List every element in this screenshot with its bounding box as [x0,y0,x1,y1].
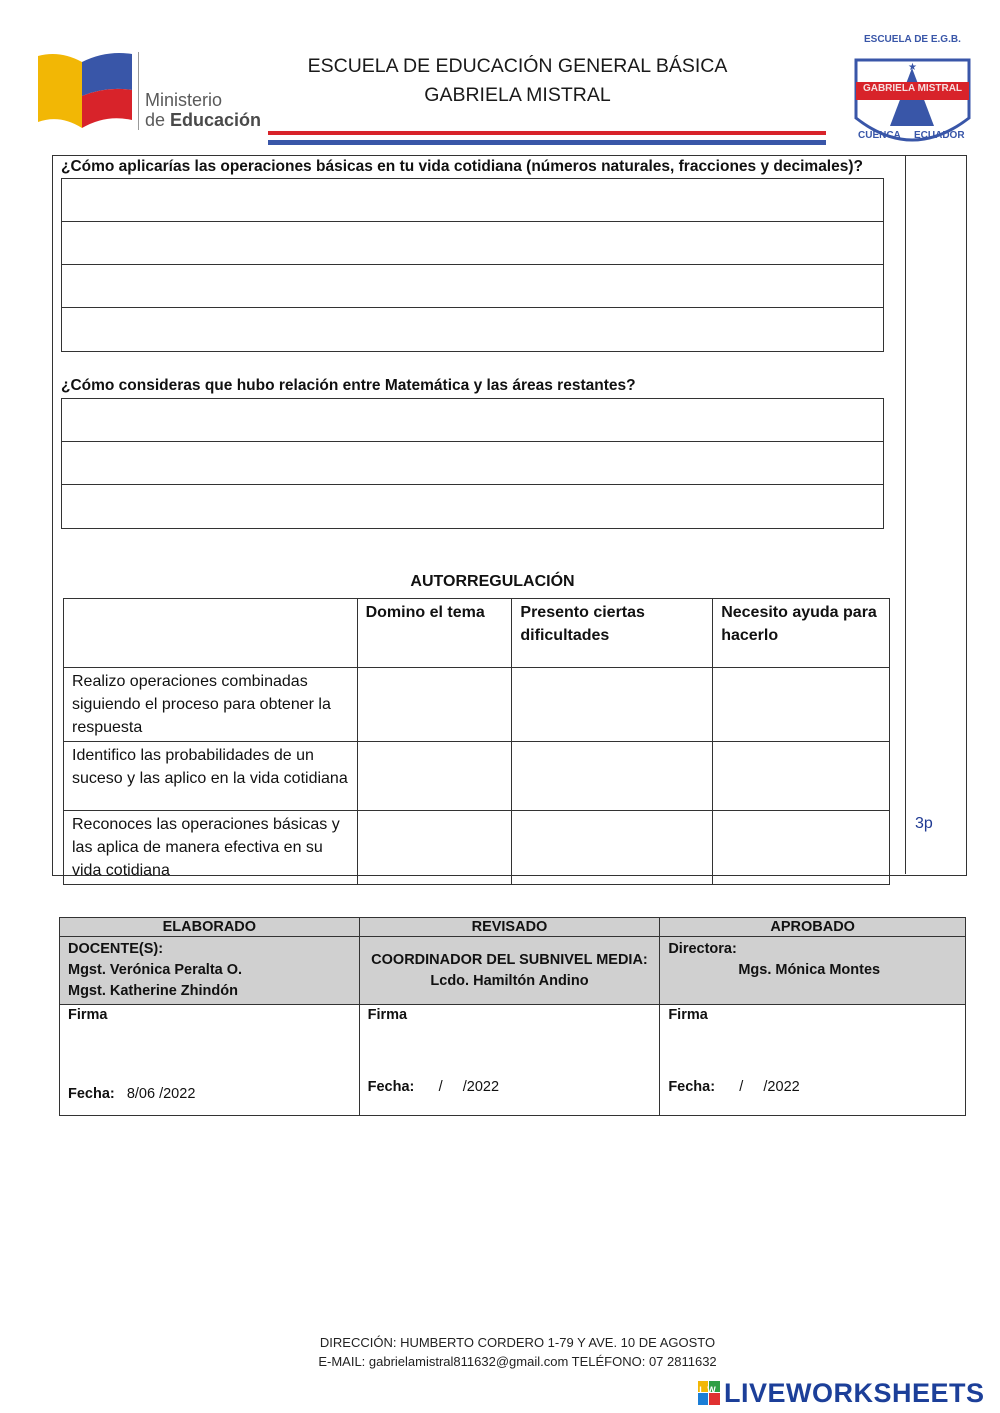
ministry-flag-icon [36,50,136,132]
firma-label: Firma [668,1007,708,1023]
seal-top-text: ESCUELA DE E.G.B. [864,34,961,45]
revisado-role: COORDINADOR DEL SUBNIVEL MEDIA: [371,951,648,968]
svg-text:★: ★ [908,62,917,73]
column-header: Necesito ayuda para hacerlo [713,599,890,668]
header-elaborado: ELABORADO [60,918,360,937]
footer-address: DIRECCIÓN: HUMBERTO CORDERO 1-79 Y AVE. 10 DE AGOSTO [319,1335,716,1350]
header-rule-blue [268,140,826,145]
score-column-divider [905,155,906,874]
column-header: Presento ciertas dificultades [512,599,713,668]
firma-cell-elaborado[interactable] [60,1005,360,1116]
table-row [64,811,890,885]
fecha-label: Fecha: [367,1079,415,1095]
fecha-label: Fecha: [68,1086,115,1102]
liveworksheets-icon-letters: LW [699,1385,719,1395]
elaborado-name: Mgst. Katherine Zhindón [68,983,238,999]
check-cell[interactable] [713,811,890,885]
elaborado-cell [60,937,360,1005]
header-aprobado: APROBADO [660,918,966,937]
ministry-name [145,90,261,130]
header-rule-red [268,131,826,135]
table-header-row [64,599,890,668]
row-criterion: Identifico las probabilidades de un suceso y las aplico en la vida cotidiana [64,742,358,811]
ministry-divider [138,52,139,130]
elaborado-role: DOCENTE(S): [68,941,164,957]
fecha-label: Fecha: [668,1079,716,1095]
answer-line[interactable] [62,265,883,308]
column-header: Domino el tema [357,599,512,668]
autorregulacion-title: AUTORREGULACIÓN [410,573,575,590]
answer-line[interactable] [62,442,883,485]
check-cell[interactable] [357,811,512,885]
fecha-value[interactable]: / /2022 [739,1079,800,1095]
ministry-line2: de Educación [145,110,262,130]
row-criterion: Reconoces las operaciones básicas y las aplica de manera efectiva en su vida cotidiana [64,811,358,885]
footer-contact: E-MAIL: gabrielamistral811632@gmail.com TELÉFONO: 07 2811632 [318,1354,717,1369]
seal-bottom-right: ECUADOR [914,130,965,141]
revisado-name: Lcdo. Hamiltón Andino [430,972,589,989]
aprobado-cell [660,937,966,1005]
fecha-row [68,1086,351,1102]
fecha-value[interactable]: 8/06 /2022 [126,1086,196,1102]
score-points: 3p [915,815,933,832]
question-1: ¿Cómo aplicarías las operaciones básicas en tu vida cotidiana (números naturales, fracciones y decimales)? [61,158,863,175]
check-cell[interactable] [357,742,512,811]
answer-box-1 [61,178,884,352]
table-row [64,668,890,742]
answer-box-2 [61,398,884,529]
liveworksheets-brand: LIVEWORKSHEETS [724,1378,985,1408]
check-cell[interactable] [512,742,713,811]
answer-line[interactable] [62,399,883,442]
seal-band-text: GABRIELA MISTRAL [862,83,963,94]
signature-firma-row [60,1005,966,1116]
firma-label: Firma [367,1007,408,1023]
aprobado-name: Mgs. Mónica Montes [738,962,881,978]
autorregulacion-table [63,598,890,885]
seal-bottom-left: CUENCA [858,130,901,141]
fecha-row [668,1079,957,1095]
revisado-cell [359,937,660,1005]
fecha-value[interactable]: / /2022 [438,1079,500,1095]
elaborado-name: Mgst. Verónica Peralta O. [68,962,243,978]
question-2: ¿Cómo consideras que hubo relación entre Matemática y las áreas restantes? [61,377,636,394]
blank-header-cell [64,599,358,668]
firma-cell-revisado[interactable] [359,1005,660,1116]
aprobado-role: Directora: [668,941,737,957]
school-title-line2: GABRIELA MISTRAL [424,84,611,106]
fecha-row [368,1079,652,1095]
table-row [64,742,890,811]
check-cell[interactable] [512,668,713,742]
signature-names-row [60,937,966,1005]
header-revisado: REVISADO [359,918,660,937]
check-cell[interactable] [713,668,890,742]
school-title-line1: ESCUELA DE EDUCACIÓN GENERAL BÁSICA [307,55,728,77]
firma-label: Firma [68,1007,108,1023]
firma-cell-aprobado[interactable] [660,1005,966,1116]
row-criterion: Realizo operaciones combinadas siguiendo el proceso para obtener la respuesta [64,668,358,742]
check-cell[interactable] [512,811,713,885]
answer-line[interactable] [62,485,883,528]
liveworksheets-icon [698,1381,720,1405]
answer-line[interactable] [62,179,883,222]
ministry-line1: Ministerio [145,90,223,110]
school-seal [850,30,975,152]
signature-header-row [60,918,966,937]
answer-line[interactable] [62,222,883,265]
ministry-logo [36,50,136,132]
signature-table [59,917,966,1116]
check-cell[interactable] [357,668,512,742]
check-cell[interactable] [713,742,890,811]
answer-line[interactable] [62,308,883,351]
